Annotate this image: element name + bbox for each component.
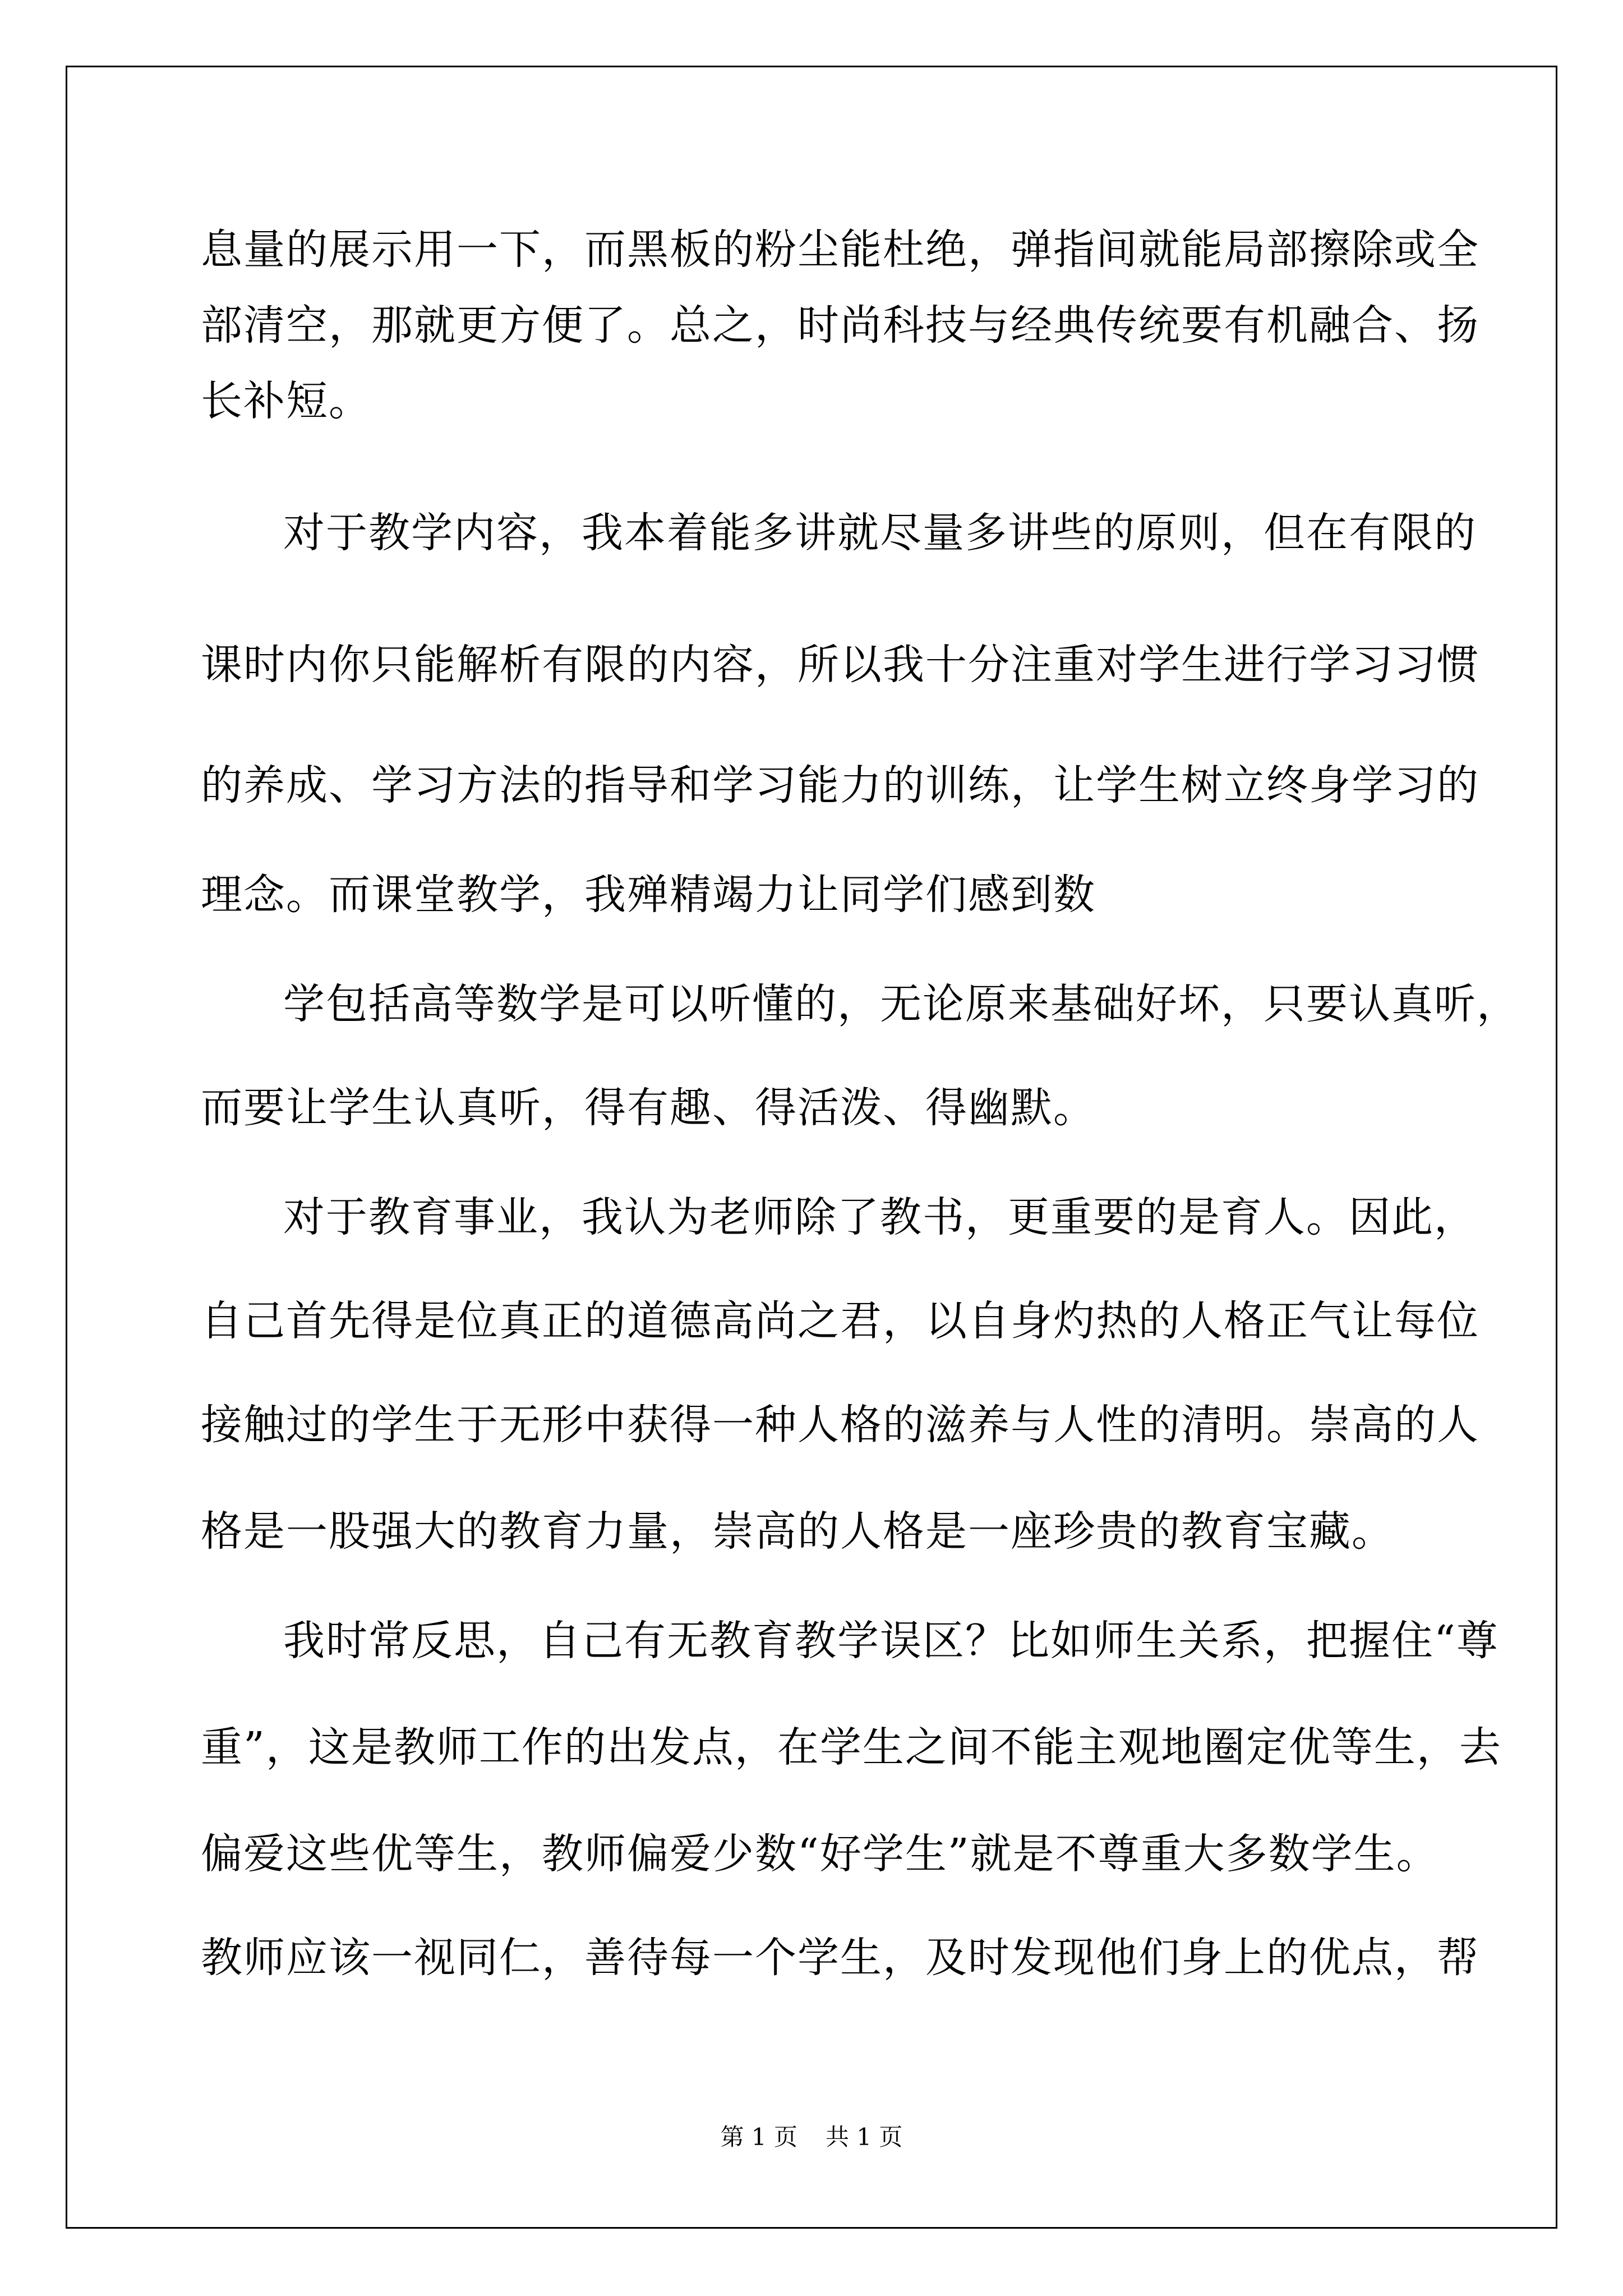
text-line: 部清空，那就更方便了。总之，时尚科技与经典传统要有机融合、扬 — [201, 301, 1479, 349]
page-total: 共 1 页 — [826, 2123, 903, 2151]
text-line: 的养成、学习方法的指导和学习能力的训练，让学生树立终身学习的 — [201, 761, 1479, 809]
text-line: 理念。而课堂教学，我殚精竭力让同学们感到数 — [201, 871, 1096, 919]
page-number: 第 1 页 — [720, 2123, 797, 2151]
text-line: 息量的展示用一下，而黑板的粉尘能杜绝，弹指间就能局部擦除或全 — [201, 226, 1479, 274]
text-line: 而要让学生认真听，得有趣、得活泼、得幽默。 — [201, 1084, 1096, 1132]
text-line: 长补短。 — [201, 377, 371, 425]
text-line: 教师应该一视同仁，善待每一个学生，及时发现他们身上的优点，帮 — [201, 1934, 1479, 1982]
paragraph-first-line: 学包括高等数学是可以听懂的，无论原来基础好坏，只要认真听， — [283, 980, 1519, 1028]
paragraph-first-line: 对于教育事业，我认为老师除了教书，更重要的是育人。因此， — [283, 1193, 1477, 1241]
paragraph-first-line: 我时常反思，自己有无教育教学误区？比如师生关系，把握住“尊 — [283, 1617, 1499, 1665]
text-line: 自己首先得是位真正的道德高尚之君，以自身灼热的人格正气让每位 — [201, 1297, 1479, 1345]
page-footer — [0, 2120, 1623, 2154]
text-line: 接触过的学生于无形中获得一种人格的滋养与人性的清明。崇高的人 — [201, 1401, 1479, 1449]
text-line: 偏爱这些优等生，教师偏爱少数“好学生”就是不尊重大多数学生。 — [201, 1830, 1439, 1878]
text-line: 格是一股强大的教育力量，崇高的人格是一座珍贵的教育宝藏。 — [201, 1507, 1394, 1556]
text-line: 课时内你只能解析有限的内容，所以我十分注重对学生进行学习习惯 — [201, 641, 1479, 689]
text-line: 重”，这是教师工作的出发点，在学生之间不能主观地圈定优等生，去 — [201, 1723, 1502, 1772]
paragraph-first-line: 对于教学内容，我本着能多讲就尽量多讲些的原则，但在有限的 — [283, 509, 1477, 557]
